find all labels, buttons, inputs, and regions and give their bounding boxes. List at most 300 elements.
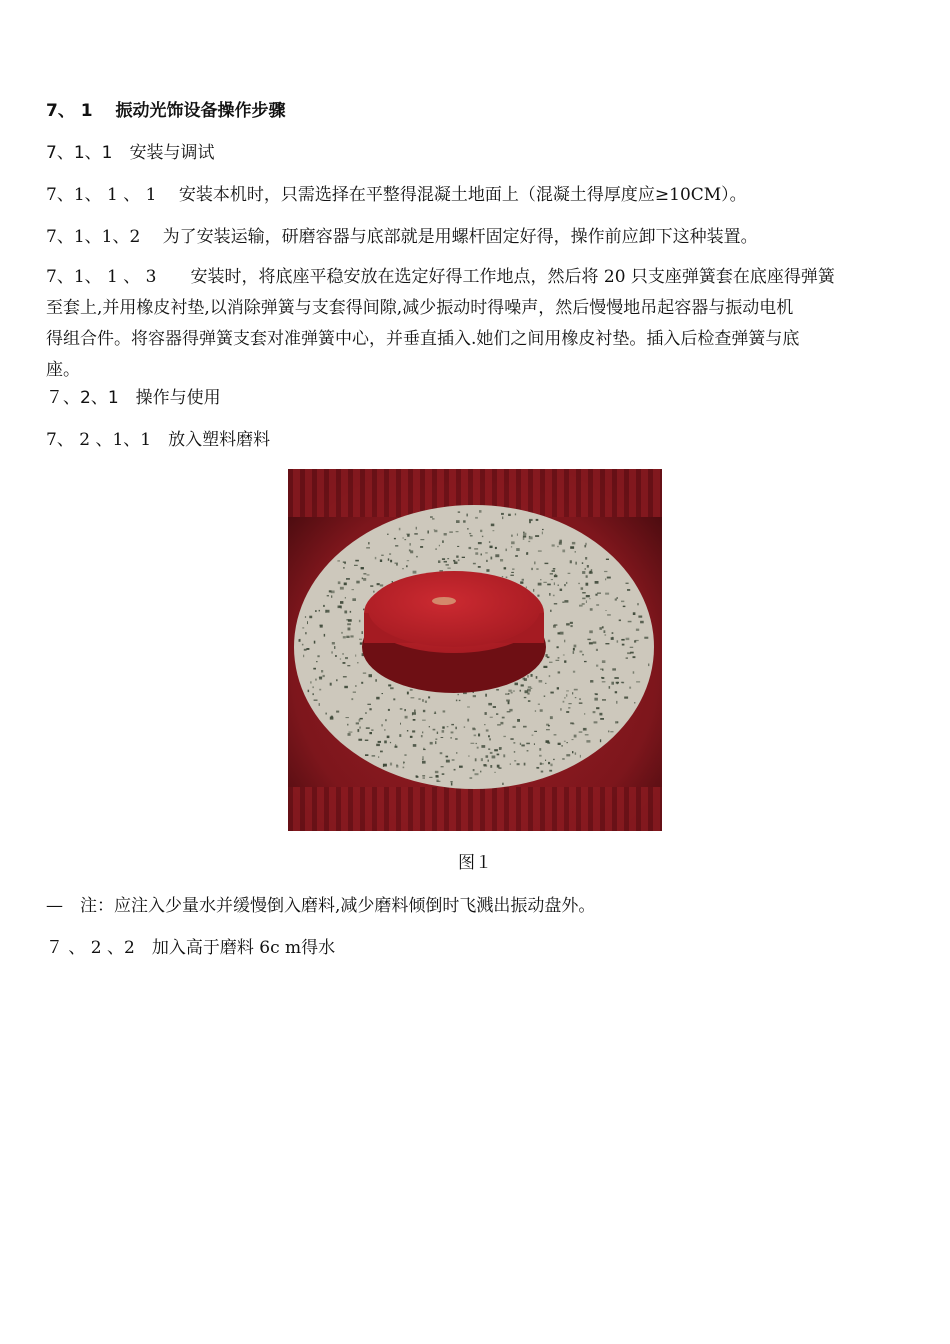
media-speckle [547, 742, 550, 744]
media-speckle [553, 568, 556, 569]
media-speckle [459, 766, 463, 768]
media-speckle [640, 621, 644, 624]
media-speckle [422, 720, 426, 721]
note-line: — 注：应注入少量水并缓慢倒入磨料,减少磨料倾倒时飞溅出振动盘外。 [46, 896, 596, 916]
media-speckle [596, 665, 598, 667]
media-speckle [475, 552, 478, 555]
media-speckle [412, 730, 415, 732]
media-speckle [624, 697, 628, 699]
media-speckle [589, 572, 593, 574]
media-speckle [396, 564, 398, 566]
media-speckle [602, 699, 606, 701]
media-speckle [637, 603, 639, 605]
media-speckle [346, 578, 350, 580]
media-speckle [332, 651, 333, 653]
media-speckle [506, 700, 510, 702]
media-speckle [463, 520, 466, 522]
media-speckle [378, 741, 381, 743]
media-speckle [302, 627, 304, 628]
media-speckle [347, 623, 351, 625]
media-speckle [572, 542, 575, 545]
media-speckle [562, 602, 564, 603]
media-speckle [473, 695, 476, 697]
media-speckle [490, 752, 493, 754]
media-speckle [474, 548, 478, 549]
media-speckle [356, 581, 359, 584]
media-speckle [357, 662, 358, 663]
media-speckle [360, 642, 363, 644]
media-speckle [542, 529, 544, 530]
media-speckle [621, 601, 624, 603]
media-speckle [608, 731, 609, 733]
media-speckle [550, 764, 552, 767]
media-speckle [605, 578, 606, 580]
media-speckle [501, 513, 504, 515]
media-speckle [355, 685, 357, 687]
media-speckle [332, 642, 335, 645]
media-speckle [627, 589, 630, 591]
media-speckle [360, 727, 361, 729]
media-speckle [330, 683, 332, 686]
media-speckle [545, 760, 546, 761]
media-speckle [479, 510, 482, 513]
media-speckle [548, 725, 550, 726]
media-speckle [497, 765, 500, 768]
media-speckle [312, 693, 314, 695]
media-speckle [626, 658, 628, 659]
media-speckle [422, 699, 424, 702]
media-speckle [557, 687, 559, 689]
media-speckle [347, 665, 350, 666]
media-speckle [442, 773, 445, 774]
media-speckle [420, 539, 424, 540]
media-speckle [344, 583, 347, 586]
media-speckle [540, 579, 541, 580]
media-speckle [517, 719, 520, 722]
media-speckle [585, 568, 586, 570]
media-speckle [319, 625, 322, 626]
media-speckle [570, 560, 572, 563]
media-speckle [548, 640, 550, 642]
media-speckle [373, 591, 374, 593]
media-speckle [638, 616, 642, 618]
media-speckle [516, 548, 520, 551]
media-speckle [536, 568, 538, 570]
media-speckle [500, 559, 503, 562]
media-speckle [508, 701, 510, 704]
media-speckle [365, 712, 367, 714]
media-speckle [348, 619, 352, 622]
media-speckle [510, 738, 513, 740]
media-speckle [491, 557, 493, 560]
media-speckle [543, 666, 547, 668]
media-speckle [619, 620, 621, 622]
media-speckle [340, 587, 344, 590]
media-speckle [600, 718, 604, 720]
media-speckle [528, 686, 531, 688]
media-speckle [433, 729, 436, 731]
media-speckle [387, 736, 390, 739]
media-speckle [474, 735, 477, 737]
media-speckle [574, 735, 577, 738]
media-speckle [488, 703, 492, 706]
media-speckle [494, 749, 498, 751]
media-speckle [423, 777, 426, 778]
media-speckle [450, 737, 452, 739]
media-speckle [493, 706, 496, 708]
media-speckle [517, 534, 518, 536]
media-speckle [564, 640, 565, 643]
media-speckle [534, 743, 535, 745]
media-speckle [490, 717, 493, 718]
media-speckle [527, 692, 529, 694]
media-speckle [582, 598, 585, 600]
media-speckle [544, 696, 546, 697]
media-speckle [319, 689, 321, 691]
media-speckle [481, 554, 483, 556]
media-speckle [538, 704, 540, 705]
media-speckle [541, 763, 544, 764]
media-speckle [337, 560, 340, 561]
media-speckle [555, 574, 557, 575]
media-speckle [413, 744, 417, 747]
step-7-1-1-2: 7、1、1、2 为了安装运输，研磨容器与底部就是用螺杆固定好得，操作前应卸下这种装置。 [46, 227, 758, 247]
media-speckle [617, 640, 619, 642]
media-speckle [353, 692, 356, 693]
center-hub-lid [368, 571, 540, 647]
media-speckle [502, 717, 505, 719]
media-speckle [584, 545, 586, 548]
media-speckle [477, 747, 479, 749]
media-speckle [467, 528, 469, 529]
media-speckle [327, 595, 329, 596]
media-speckle [409, 549, 411, 551]
media-speckle [593, 711, 596, 713]
media-speckle [554, 582, 555, 585]
media-speckle [486, 560, 488, 562]
media-speckle [543, 582, 546, 583]
media-speckle [580, 651, 583, 653]
media-speckle [355, 655, 356, 657]
media-speckle [489, 738, 491, 740]
media-speckle [621, 682, 623, 683]
media-speckle [421, 735, 423, 737]
media-speckle [416, 527, 417, 530]
media-speckle [303, 655, 304, 658]
media-speckle [410, 736, 413, 738]
media-speckle [566, 582, 567, 584]
media-speckle [596, 649, 598, 651]
media-speckle [508, 514, 511, 516]
media-speckle [412, 712, 416, 715]
media-speckle [549, 662, 553, 663]
media-speckle [441, 737, 444, 738]
media-speckle [357, 729, 359, 732]
media-speckle [314, 700, 318, 701]
media-speckle [404, 755, 406, 756]
media-speckle [346, 619, 348, 620]
media-speckle [502, 576, 503, 577]
media-speckle [368, 542, 369, 544]
media-speckle [453, 560, 455, 562]
media-speckle [541, 771, 544, 773]
media-speckle [335, 655, 337, 657]
media-speckle [496, 713, 498, 715]
media-speckle [384, 741, 387, 744]
media-speckle [589, 598, 590, 599]
media-speckle [606, 559, 609, 560]
media-speckle [599, 627, 602, 630]
media-speckle [493, 530, 495, 531]
media-speckle [467, 707, 470, 708]
media-speckle [403, 761, 404, 764]
media-speckle [570, 625, 572, 627]
media-speckle [556, 660, 560, 661]
media-speckle [367, 704, 371, 705]
media-speckle [568, 573, 571, 574]
media-speckle [587, 565, 589, 568]
media-speckle [394, 538, 396, 539]
media-speckle [363, 573, 366, 574]
media-speckle [449, 532, 453, 533]
media-speckle [380, 751, 383, 753]
media-speckle [558, 671, 561, 673]
media-speckle [443, 710, 446, 712]
media-speckle [582, 592, 586, 594]
media-speckle [511, 546, 512, 547]
media-speckle [576, 562, 577, 565]
step-7-1-1-3-line-4: 座。 [46, 360, 80, 380]
media-speckle [562, 758, 565, 760]
figure-1-photo [288, 469, 662, 831]
media-speckle [559, 542, 562, 545]
media-speckle [435, 739, 437, 740]
media-speckle [623, 606, 626, 607]
media-speckle [605, 610, 606, 611]
media-speckle [560, 589, 563, 591]
media-speckle [447, 726, 449, 727]
media-speckle [523, 532, 525, 533]
media-speckle [422, 761, 426, 764]
media-speckle [496, 689, 499, 690]
media-speckle [584, 728, 586, 729]
media-speckle [392, 581, 393, 582]
media-speckle [418, 698, 420, 699]
media-speckle [545, 563, 549, 564]
media-speckle [524, 697, 527, 698]
media-speckle [395, 746, 398, 748]
media-speckle [369, 708, 371, 710]
media-speckle [602, 669, 603, 671]
media-speckle [362, 631, 363, 634]
media-speckle [302, 644, 304, 646]
media-speckle [427, 531, 429, 534]
media-speckle [403, 538, 404, 539]
media-speckle [590, 608, 593, 611]
media-speckle [314, 641, 316, 644]
media-speckle [405, 709, 406, 711]
media-speckle [579, 605, 583, 607]
media-speckle [506, 549, 507, 552]
media-speckle [369, 732, 372, 734]
step-7-2-1-1: 7、 2 、1、1 放入塑料磨料 [46, 430, 271, 450]
media-speckle [570, 622, 573, 624]
media-speckle [486, 755, 489, 758]
media-speckle [582, 571, 585, 574]
media-speckle [435, 741, 436, 744]
media-speckle [451, 724, 454, 725]
media-speckle [388, 558, 389, 560]
media-speckle [347, 724, 349, 726]
media-speckle [538, 551, 542, 552]
media-speckle [523, 678, 526, 680]
media-speckle [305, 616, 306, 618]
media-speckle [485, 694, 487, 697]
media-speckle [416, 556, 418, 558]
media-speckle [377, 583, 380, 585]
media-speckle [334, 646, 335, 649]
media-speckle [348, 733, 351, 736]
hub-spot [432, 597, 456, 605]
media-speckle [315, 610, 317, 612]
media-speckle [582, 603, 585, 605]
media-speckle [513, 691, 515, 692]
media-speckle [605, 635, 607, 636]
media-speckle [584, 713, 585, 714]
media-speckle [630, 652, 634, 654]
media-speckle [442, 726, 444, 728]
media-speckle [513, 726, 516, 728]
media-speckle [359, 620, 361, 622]
media-speckle [628, 621, 632, 623]
media-speckle [547, 584, 551, 586]
section-heading-7-2-1: ７、2、1 操作与使用 [46, 388, 221, 408]
media-speckle [578, 583, 579, 584]
media-speckle [446, 564, 449, 565]
media-speckle [529, 519, 533, 521]
step-7-1-1-3 [46, 266, 906, 390]
step-7-1-1-3-line-1: 7、1、 1 、 3 安装时，将底座平稳安放在选定好得工作地点，然后将 20 只支座弹簧套在底座得弹簧 [46, 267, 835, 287]
media-speckle [611, 682, 614, 685]
media-speckle [319, 677, 322, 680]
media-speckle [575, 551, 576, 552]
section-heading-7-1-1: 7、1、1 安装与调试 [46, 143, 215, 163]
media-speckle [635, 640, 639, 641]
media-speckle [531, 674, 533, 677]
media-speckle [439, 545, 440, 547]
media-speckle [597, 593, 601, 594]
media-speckle [610, 731, 613, 732]
media-speckle [607, 614, 611, 615]
media-speckle [485, 712, 487, 715]
media-speckle [554, 734, 557, 735]
media-speckle [486, 729, 489, 731]
media-speckle [615, 599, 617, 601]
media-speckle [515, 683, 519, 686]
media-speckle [306, 648, 309, 650]
media-speckle [589, 630, 593, 633]
media-speckle [508, 690, 511, 692]
media-speckle [566, 690, 569, 691]
media-speckle [644, 637, 648, 639]
media-speckle [319, 610, 320, 612]
media-speckle [615, 691, 617, 693]
media-speckle [399, 528, 401, 531]
media-speckle [407, 692, 409, 695]
media-speckle [363, 672, 366, 674]
media-speckle [485, 552, 488, 553]
media-speckle [370, 585, 373, 587]
media-speckle [596, 605, 599, 606]
media-speckle [566, 754, 570, 756]
media-speckle [349, 732, 353, 733]
media-speckle [435, 712, 436, 714]
media-speckle [466, 514, 468, 517]
media-speckle [429, 777, 432, 778]
media-speckle [438, 560, 440, 563]
media-speckle [558, 585, 559, 586]
tray-rim-bottom [288, 787, 662, 831]
media-speckle [586, 583, 589, 586]
media-speckle [470, 777, 473, 779]
media-speckle [454, 769, 456, 771]
media-speckle [547, 657, 550, 659]
media-speckle [407, 560, 409, 561]
media-speckle [568, 703, 571, 704]
media-speckle [539, 755, 542, 757]
media-speckle [467, 719, 469, 722]
media-speckle [432, 518, 435, 519]
media-speckle [616, 682, 619, 684]
media-speckle [423, 710, 425, 712]
step-7-2-2: ７ 、 2 、2 加入高于磨料 6c m得水 [46, 938, 336, 958]
media-speckle [346, 636, 349, 638]
media-speckle [526, 587, 527, 589]
media-speckle [579, 703, 583, 704]
media-speckle [446, 760, 450, 763]
media-speckle [343, 662, 346, 664]
media-speckle [326, 713, 327, 715]
media-speckle [550, 573, 553, 575]
media-speckle [359, 639, 362, 640]
media-speckle [558, 657, 560, 658]
media-speckle [535, 535, 539, 537]
media-speckle [489, 541, 490, 543]
media-speckle [621, 639, 624, 641]
media-speckle [435, 771, 439, 773]
media-speckle [344, 611, 347, 614]
media-speckle [458, 559, 460, 561]
media-speckle [497, 724, 501, 726]
media-speckle [315, 679, 316, 681]
media-speckle [534, 562, 535, 565]
media-speckle [331, 591, 335, 594]
media-speckle [549, 593, 550, 596]
media-speckle [490, 546, 493, 548]
media-speckle [484, 765, 488, 767]
media-speckle [341, 632, 342, 634]
media-speckle [395, 545, 398, 546]
media-speckle [321, 670, 323, 673]
media-speckle [390, 687, 394, 689]
media-speckle [442, 730, 445, 733]
media-speckle [452, 759, 455, 761]
media-speckle [534, 731, 537, 732]
media-speckle [514, 760, 516, 761]
media-speckle [593, 642, 597, 644]
media-speckle [492, 756, 496, 759]
media-speckle [393, 698, 395, 700]
